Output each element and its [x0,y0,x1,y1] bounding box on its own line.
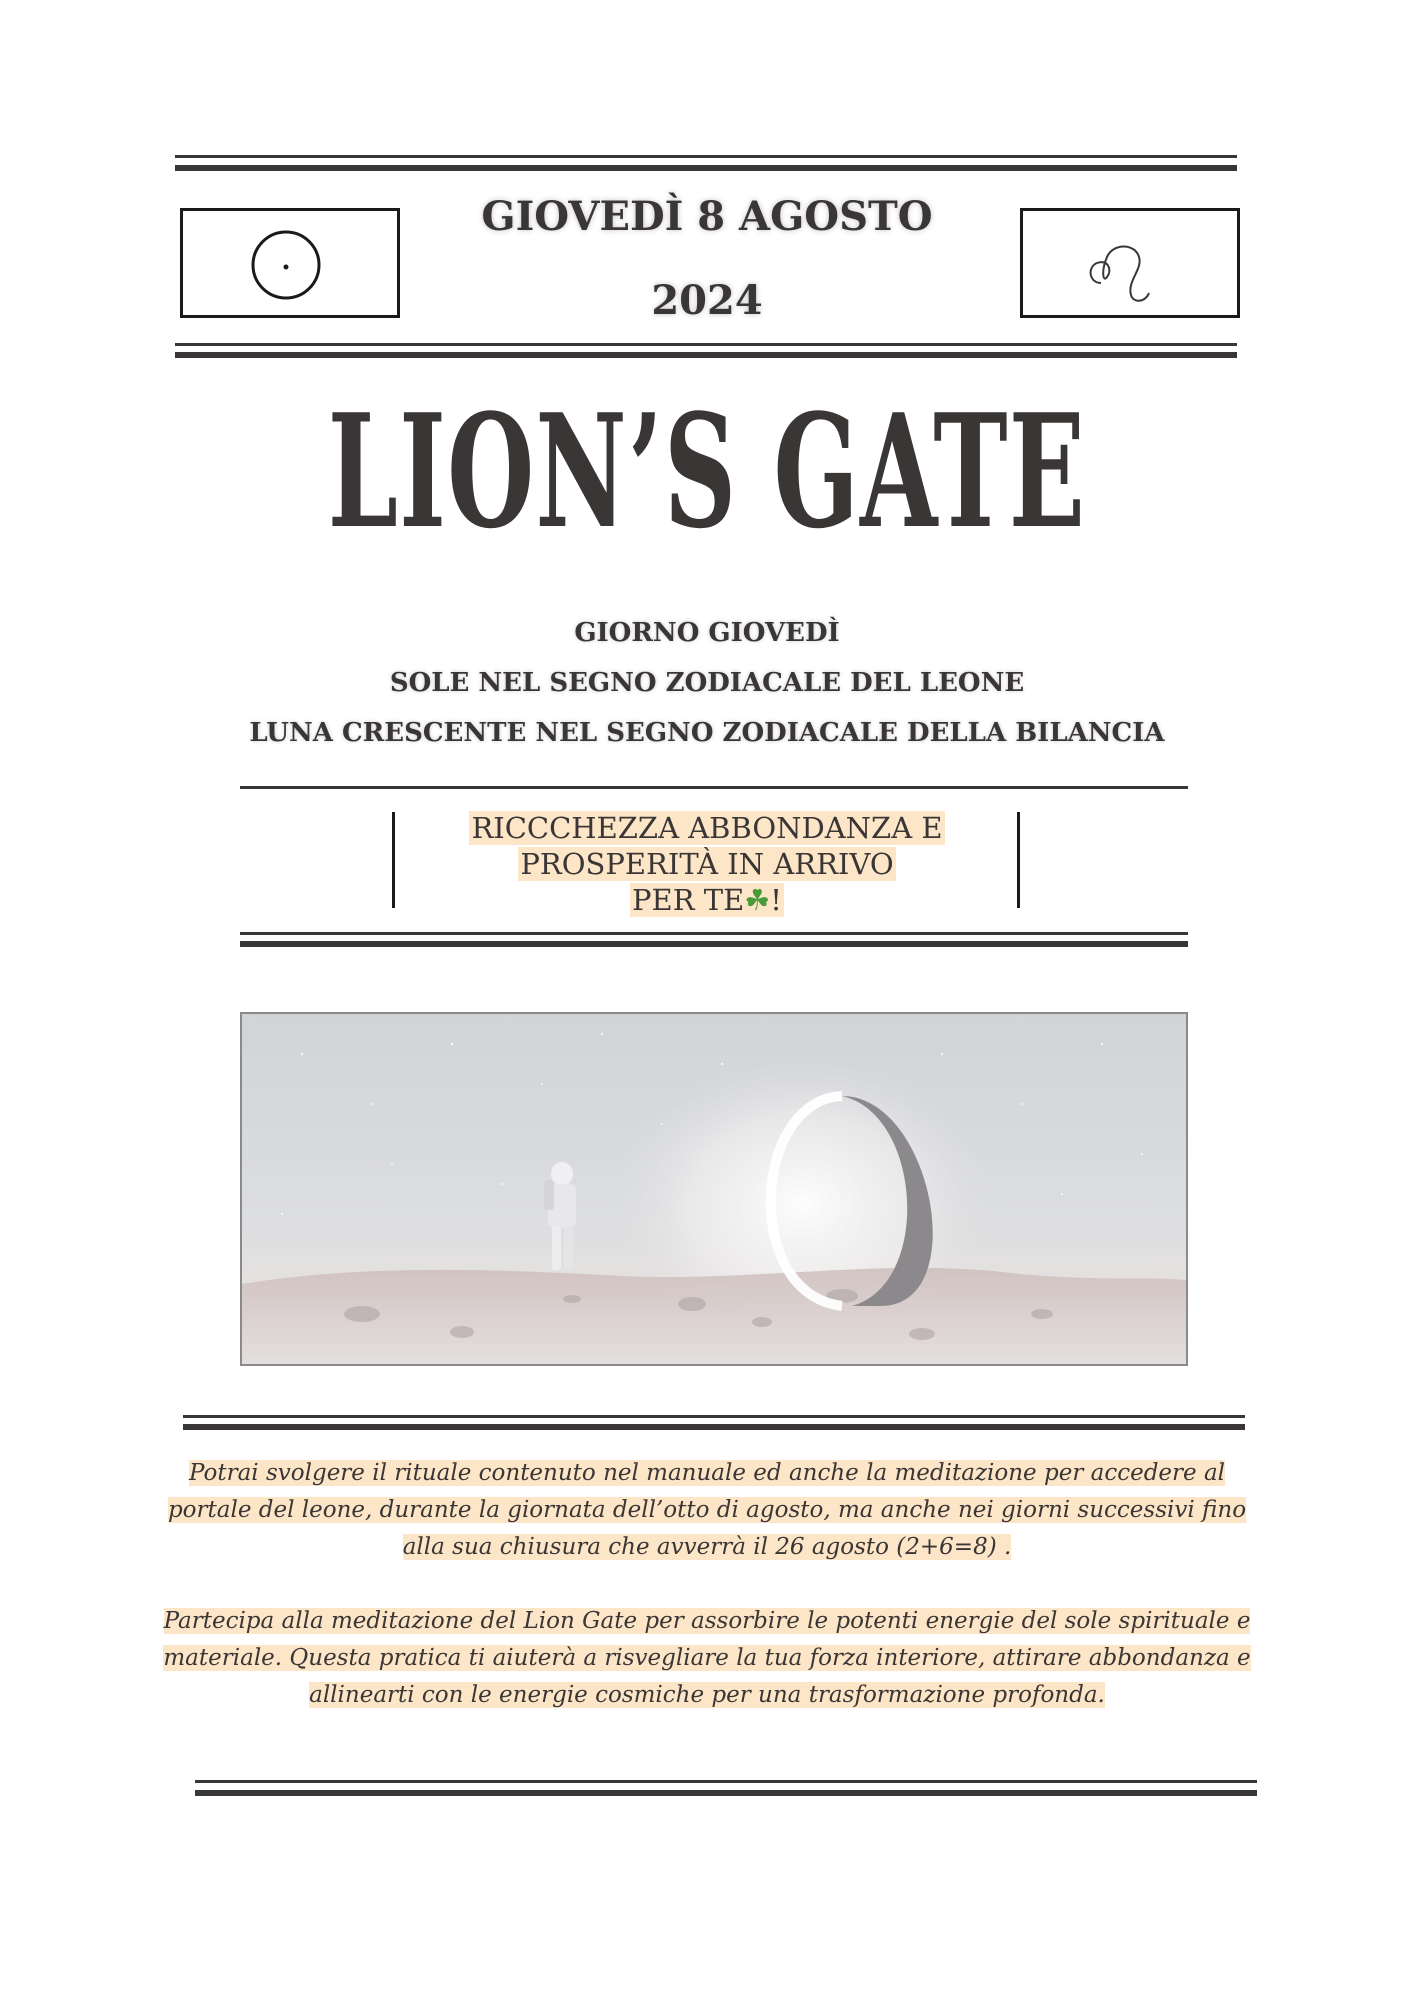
text-top-rule-thin [183,1415,1245,1418]
paragraph-ritual-text: Potrai svolgere il rituale contenuto nel manuale ed anche la meditazione per accedere al portale del leone, durante la giornata dell’otto di agosto, ma anche nei giorni successivi fino alla sua chiusura che avverrà il 26 agosto (2+6=8) . [167,1460,1247,1560]
subtitle-sun: SOLE NEL SEGNO ZODIACALE DEL LEONE [389,668,1025,698]
top-rule-thick [175,165,1237,171]
sun-dot-icon [183,211,397,315]
banner-text [0,810,1414,918]
date-line: GIOVEDÌ 8 AGOSTO [481,193,933,240]
text-top-rule-thick [183,1424,1245,1430]
header-bottom-rule-thick [175,352,1237,358]
year-line: 2024 [651,277,763,324]
paragraph-ritual [160,1455,1254,1566]
clover-icon: ☘ [744,883,771,917]
banner-line-2: PROSPERITÀ IN ARRIVO [520,847,894,881]
leo-icon [1023,211,1237,315]
subtitle-day: GIORNO GIOVEDÌ [574,618,840,648]
astronaut-portal-image [240,1012,1188,1366]
banner-line-3: PER TE [632,883,745,917]
leo-box [1020,208,1240,318]
banner-bottom-rule-thick [240,941,1188,947]
banner-line-1: RICCCHEZZA ABBONDANZA E [471,811,943,845]
bottom-rule-thick [195,1790,1257,1796]
subtitle-moon: LUNA CRESCENTE NEL SEGNO ZODIACALE DELLA BILANCIA [249,718,1165,748]
paragraph-meditation-text: Partecipa alla meditazione del Lion Gate per assorbire le potenti energie del sole spirituale e materiale. Questa pratica ti aiuterà a risvegliare la tua forza interiore, attirare abbondanza e allinearti con le energie cosmiche per una trasformazione profonda. [163,1608,1251,1708]
page-title: LION’S GATE [327,380,1087,563]
banner-bottom-rule-thin [240,932,1188,935]
banner-top-rule [240,786,1188,789]
sun-box [180,208,400,318]
bottom-rule-thin [195,1780,1257,1783]
header-bottom-rule-thin [175,343,1237,346]
top-rule-thin [175,155,1237,158]
paragraph-meditation [160,1603,1254,1714]
banner-line-3-end: ! [770,883,782,917]
